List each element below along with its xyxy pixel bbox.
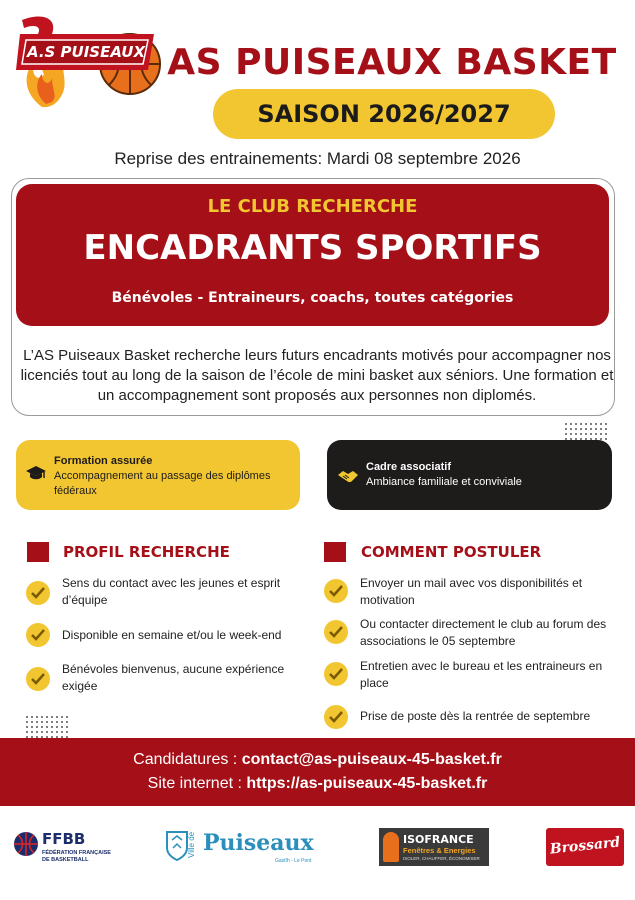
dot [605,428,607,430]
cadre-title: Cadre associatif [366,461,451,473]
contact-band [0,738,635,806]
dot [585,428,587,430]
ffbb-name: FFBB [42,830,86,848]
check-icon [26,581,50,605]
dot [61,721,63,723]
ville-puiseaux-logo [165,826,323,872]
profil-item: Disponible en semaine et/ou le week-end [62,628,282,642]
dot [61,726,63,728]
dot [600,423,602,425]
dot [36,731,38,733]
ffbb-logo [12,828,122,872]
profil-square-icon [27,542,49,562]
club-logo [12,12,162,117]
dot [41,716,43,718]
postuler-square-icon [324,542,346,562]
dot [595,423,597,425]
dot [61,731,63,733]
check-icon [324,705,348,729]
dot [26,726,28,728]
contact-email-link[interactable]: contact@as-puiseaux-45-basket.fr [241,751,502,768]
dot [36,716,38,718]
dot [51,731,53,733]
isofrance-sub2: ISOLER, CHAUFFER, ÉCONOMISER [403,856,480,861]
postuler-title: COMMENT POSTULER [361,543,542,561]
dot [41,731,43,733]
recruitment-description: L’AS Puiseaux Basket recherche leurs futurs encadrants motivés pour accompagner nos licenciés tout au long de la saison de l’école de mini basket aux séniors. Une formation et un accompagnement sont proposés aux personnes non diplomés. [20,347,614,404]
dot [570,433,572,435]
site-label: Site internet : [147,775,242,792]
dot [600,428,602,430]
site-link[interactable]: https://as-puiseaux-45-basket.fr [246,775,488,792]
check-icon [324,579,348,603]
dot [565,428,567,430]
postuler-item: Prise de poste dès la rentrée de septembre [360,709,591,723]
profil-item: Bénévoles bienvenus, aucune expérience exigée [62,662,285,693]
dot [605,438,607,440]
dot [51,721,53,723]
dot-pattern-bottom [26,716,68,738]
dot [31,721,33,723]
dot [46,731,48,733]
dot [66,726,68,728]
dot [51,716,53,718]
dot [31,716,33,718]
ville-sub: Gastîh - Le Pont [275,858,312,864]
check-icon [26,667,50,691]
town-crest-icon [165,830,189,862]
dot [26,721,28,723]
dot [26,731,28,733]
dot [66,731,68,733]
dot [56,716,58,718]
dot [585,423,587,425]
dot [595,433,597,435]
dot [31,731,33,733]
dot [51,726,53,728]
dot [66,716,68,718]
dot [46,726,48,728]
dot [565,433,567,435]
banner-headline: ENCADRANTS SPORTIFS [83,228,542,268]
basketball-flame-logo-icon [12,12,162,117]
profil-item: Sens du contact avec les jeunes et esprit d’équipe [62,576,281,607]
candidatures-label: Candidatures : [133,751,238,768]
formation-text: Accompagnement au passage des diplômes fédéraux [54,470,271,497]
dot [41,721,43,723]
season-pill: SAISON 2026/2027 [213,89,555,139]
graduation-cap-icon [25,464,47,482]
dot [565,423,567,425]
dot [36,726,38,728]
isofrance-sub1: Fenêtres & Energies [403,846,476,855]
postuler-item: Ou contacter directement le club au forum des associations le 05 septembre [360,617,607,648]
dot [46,716,48,718]
ffbb-ball-icon [12,830,40,858]
dot [580,433,582,435]
flame-icon [383,832,399,862]
dot [66,721,68,723]
banner-subline: Bénévoles - Entraineurs, coachs, toutes catégories [111,290,514,306]
brossard-name: Brossard [549,834,621,858]
dot [61,716,63,718]
ffbb-sub1: FÉDÉRATION FRANÇAISE [42,850,111,856]
dot [570,428,572,430]
dot [46,721,48,723]
dot [56,721,58,723]
dot [605,423,607,425]
dot [590,423,592,425]
dot [590,428,592,430]
ffbb-sub2: DE BASKETBALL [42,857,89,863]
dot [575,428,577,430]
dot [31,726,33,728]
logo-text: A.S PUISEAUX [26,43,146,61]
postuler-item: Entretien avec le bureau et les entraineurs en place [360,659,603,690]
page-title: AS PUISEAUX BASKET [167,42,617,83]
cadre-text: Ambiance familiale et conviviale [366,476,522,488]
dot [36,721,38,723]
dot [580,428,582,430]
dot [570,423,572,425]
dot [26,716,28,718]
dot [605,433,607,435]
ville-name: Puiseaux [203,830,314,856]
check-icon [26,623,50,647]
dot [56,731,58,733]
isofrance-logo [379,828,489,866]
banner-kicker: LE CLUB RECHERCHE [207,196,418,217]
candidatures-line [0,751,635,769]
profil-title: PROFIL RECHERCHE [63,543,230,561]
isofrance-name: ISOFRANCE [403,833,474,846]
dot [575,423,577,425]
dot [56,726,58,728]
dot [600,433,602,435]
dot [575,433,577,435]
handshake-icon [337,467,359,485]
check-icon [324,662,348,686]
ville-prefix: Ville de [187,831,196,858]
check-icon [324,620,348,644]
dot [585,433,587,435]
postuler-item: Envoyer un mail avec vos disponibilités et motivation [360,576,583,607]
brossard-logo [546,828,624,866]
dot [580,423,582,425]
formation-title: Formation assurée [54,455,153,467]
site-line [0,775,635,793]
reprise-date: Reprise des entrainements: Mardi 08 septembre 2026 [114,149,521,168]
dot [41,726,43,728]
dot [590,433,592,435]
dot [595,428,597,430]
